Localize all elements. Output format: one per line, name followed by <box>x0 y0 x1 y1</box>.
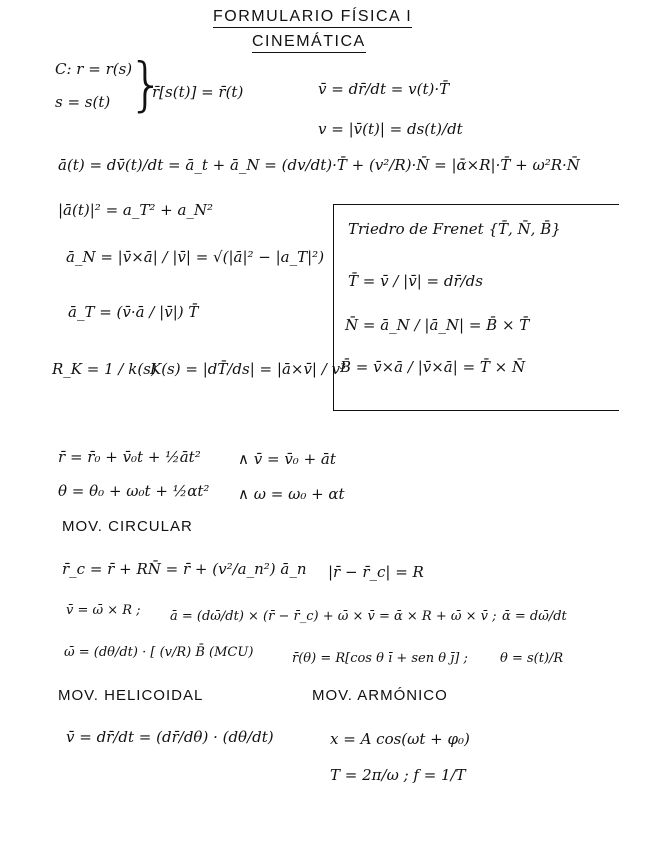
tangential-acceleration-formula: ā_T = (v̄·ā / |v̄|) T̄ <box>68 303 199 321</box>
frenet-normal: N̄ = ā_N / |ā_N| = B̄ × T̄ <box>345 316 530 334</box>
helical-velocity: v̄ = dr̄/dt = (dr̄/dθ) · (dθ/dt) <box>66 728 274 746</box>
page-title: FORMULARIO FÍSICA I <box>213 9 412 28</box>
curve-definition: C: r = r(s) <box>55 60 133 78</box>
arc-length-definition: s = s(t) <box>55 93 111 111</box>
speed-formula: v = |v̄(t)| = ds(t)/dt <box>318 120 463 138</box>
frenet-tangent: T̄ = v̄ / |v̄| = dr̄/ds <box>348 272 483 290</box>
angular-velocity: ω̄ = (dθ/dt) · [ (v/R) B̄ (MCU) <box>64 645 254 660</box>
helical-heading: MOV. HELICOIDAL <box>58 687 204 704</box>
frenet-title: Triedro de Frenet {T̄, N̄, B̄} <box>348 220 561 238</box>
circular-acceleration: ā = (dω̄/dt) × (r̄ − r̄_c) + ω̄ × v̄ = ᾱ × R + ω̄ × v̄ ; <box>170 609 497 624</box>
acceleration-decomposition: ā(t) = dv̄(t)/dt = ā_t + ā_N = (dv/dt)·T̄ + (v²/R)·N̄ = |ᾱ×R|·T̄ + ω²R·N̄ <box>58 156 580 174</box>
angular-velocity-equation: ∧ ω = ω₀ + αt <box>238 485 345 503</box>
circular-theta: θ = s(t)/R <box>500 651 564 666</box>
velocity-formula: v̄ = dr̄/dt = v(t)·T̄ <box>318 80 450 98</box>
harmonic-heading: MOV. ARMÓNICO <box>312 687 448 704</box>
circular-center: r̄_c = r̄ + RN̄ = r̄ + (v²/a_n²) ā_n <box>62 560 307 578</box>
harmonic-position: x = A cos(ωt + φ₀) <box>330 730 470 748</box>
circular-position: r̄(θ) = R[cos θ ī + sen θ j̄] ; <box>292 651 468 666</box>
circular-velocity: v̄ = ω̄ × R ; <box>66 603 141 618</box>
velocity-equation: ∧ v̄ = v̄₀ + āt <box>238 450 336 468</box>
angle-equation: θ = θ₀ + ω₀t + ½αt² <box>58 482 210 500</box>
acceleration-magnitude: |ā(t)|² = a_T² + a_N² <box>58 201 214 219</box>
frenet-binormal: B̄ = v̄×ā / |v̄×ā| = T̄ × N̄ <box>340 358 526 376</box>
position-composition: r̄[s(t)] = r̄(t) <box>152 83 244 101</box>
angular-acceleration: ᾱ = dω̄/dt <box>502 609 567 624</box>
circular-radius: |r̄ − r̄_c| = R <box>328 563 424 581</box>
circular-heading: MOV. CIRCULAR <box>62 518 193 535</box>
harmonic-period: T = 2π/ω ; f = 1/T <box>330 766 466 784</box>
curvature-radius-formula: R_K = 1 / k(s) <box>52 360 157 378</box>
right-brace-icon: } <box>128 50 165 118</box>
curvature-formula: K(s) = |dT̄/ds| = |ā×v̄| / v³ <box>150 360 347 378</box>
normal-acceleration-formula: ā_N = |v̄×ā| / |v̄| = √(|ā|² − |a_T|²) <box>66 248 325 266</box>
position-equation: r̄ = r̄₀ + v̄₀t + ½āt² <box>58 448 201 466</box>
page-subtitle: CINEMÁTICA <box>252 34 366 53</box>
